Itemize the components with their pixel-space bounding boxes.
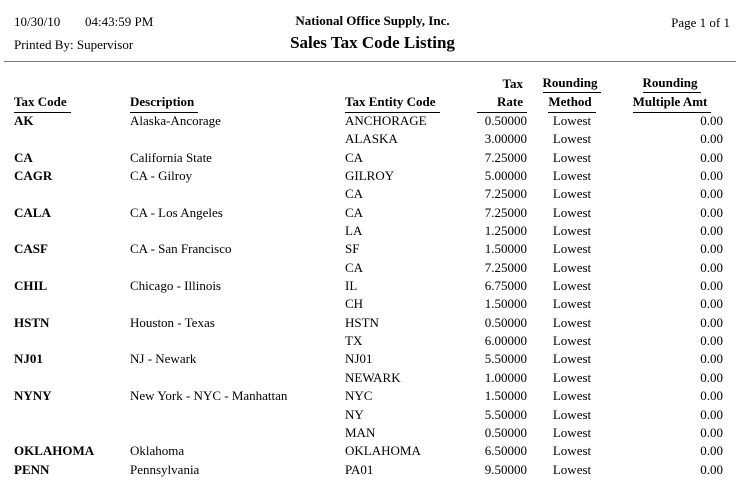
description-cell: Pennsylvania	[130, 461, 200, 477]
table-row	[0, 277, 745, 295]
description-cell: California State	[130, 149, 212, 165]
description-cell	[130, 424, 345, 442]
rounding-method-cell: Lowest	[552, 168, 592, 184]
multiple-amt-cell: 0.00	[700, 278, 723, 294]
rounding-method-cell: Lowest	[552, 278, 592, 294]
entity-code-cell: NEWARK	[345, 369, 401, 385]
table-row	[0, 424, 745, 442]
description-cell	[130, 130, 345, 148]
tax-code-cell	[14, 332, 130, 350]
multiple-amt-cell: 0.00	[700, 168, 723, 184]
entity-code-cell: TX	[345, 333, 363, 349]
tax-code-cell: NJ01	[14, 351, 43, 367]
multiple-amt-cell: 0.00	[700, 223, 723, 239]
rounding-method-cell: Lowest	[552, 149, 592, 165]
column-header-description: Description	[130, 93, 345, 112]
description-cell: Houston - Texas	[130, 314, 215, 330]
tax-code-cell	[14, 130, 130, 148]
tax-code-cell: OKLAHOMA	[14, 443, 95, 459]
table-row	[0, 295, 745, 313]
table-row	[0, 350, 745, 368]
tax-code-cell: CHIL	[14, 278, 48, 294]
entity-code-cell: SF	[345, 241, 360, 257]
multiple-amt-cell: 0.00	[700, 204, 723, 220]
table-row	[0, 259, 745, 277]
rounding-method-cell: Lowest	[552, 259, 592, 275]
tax-code-cell: PENN	[14, 461, 50, 477]
tax-rate-cell: 5.50000	[484, 406, 527, 422]
multiple-amt-cell: 0.00	[700, 259, 723, 275]
entity-code-cell: PA01	[345, 461, 374, 477]
report-title: Sales Tax Code Listing	[290, 33, 455, 52]
multiple-amt-cell: 0.00	[700, 461, 723, 477]
rounding-method-cell: Lowest	[552, 223, 592, 239]
tax-code-cell	[14, 295, 130, 313]
table-row	[0, 387, 745, 405]
table-row	[0, 222, 745, 240]
column-header-rounding-method: Rounding Method	[527, 74, 617, 113]
multiple-amt-cell: 0.00	[700, 351, 723, 367]
tax-rate-cell: 1.25000	[484, 223, 527, 239]
table-row	[0, 332, 745, 350]
description-cell	[130, 406, 345, 424]
tax-code-cell: CASF	[14, 241, 48, 257]
tax-rate-cell: 3.00000	[484, 131, 527, 147]
rounding-method-cell: Lowest	[552, 351, 592, 367]
tax-rate-cell: 1.50000	[484, 296, 527, 312]
tax-rate-cell: 7.25000	[484, 149, 527, 165]
multiple-amt-cell: 0.00	[700, 131, 723, 147]
column-header-tax-entity-code: Tax Entity Code	[345, 93, 477, 112]
tax-code-cell: NYNY	[14, 388, 52, 404]
tax-code-cell: CALA	[14, 204, 51, 220]
tax-rate-cell: 6.75000	[484, 278, 527, 294]
table-row	[0, 185, 745, 203]
rounding-method-cell: Lowest	[552, 443, 592, 459]
description-cell: Chicago - Illinois	[130, 278, 221, 294]
tax-rate-cell: 1.50000	[484, 241, 527, 257]
tax-rate-cell: 5.00000	[484, 168, 527, 184]
tax-rate-cell: 1.00000	[484, 369, 527, 385]
entity-code-cell: NJ01	[345, 351, 373, 367]
printed-by: Printed By: Supervisor	[14, 37, 134, 52]
multiple-amt-cell: 0.00	[700, 314, 723, 330]
multiple-amt-cell: 0.00	[700, 333, 723, 349]
rounding-method-cell: Lowest	[552, 333, 592, 349]
entity-code-cell: NYC	[345, 388, 373, 404]
entity-code-cell: CA	[345, 259, 364, 275]
company-name: National Office Supply, Inc.	[295, 13, 450, 28]
multiple-amt-cell: 0.00	[700, 241, 723, 257]
rounding-method-cell: Lowest	[552, 424, 592, 440]
description-cell	[130, 259, 345, 277]
tax-rate-cell: 0.50000	[484, 113, 527, 128]
tax-rate-cell: 7.25000	[484, 259, 527, 275]
description-cell	[130, 369, 345, 387]
tax-rate-cell: 7.25000	[484, 186, 527, 202]
table-row	[0, 369, 745, 387]
multiple-amt-cell: 0.00	[700, 149, 723, 165]
table-row	[0, 461, 745, 479]
table-row	[0, 204, 745, 222]
print-time: 04:43:59 PM	[85, 14, 154, 29]
multiple-amt-cell: 0.00	[700, 113, 723, 128]
table-header-row	[0, 74, 745, 113]
tax-rate-cell: 9.50000	[484, 461, 527, 477]
tax-rate-cell: 5.50000	[484, 351, 527, 367]
column-header-tax-rate: Tax Rate	[477, 75, 527, 113]
page-indicator: Page 1 of 1	[671, 15, 730, 30]
table-row	[0, 149, 745, 167]
description-cell: NJ - Newark	[130, 351, 197, 367]
multiple-amt-cell: 0.00	[700, 369, 723, 385]
rounding-method-cell: Lowest	[552, 314, 592, 330]
rounding-method-cell: Lowest	[552, 369, 592, 385]
tax-rate-cell: 6.50000	[484, 443, 527, 459]
column-header-tax-code: Tax Code	[14, 93, 130, 112]
description-cell: CA - Gilroy	[130, 168, 193, 184]
multiple-amt-cell: 0.00	[700, 424, 723, 440]
description-cell: Alaska-Ancorage	[130, 113, 221, 128]
entity-code-cell: CH	[345, 296, 364, 312]
rounding-method-cell: Lowest	[552, 388, 592, 404]
entity-code-cell: CA	[345, 186, 364, 202]
description-cell: New York - NYC - Manhattan	[130, 388, 288, 404]
rounding-method-cell: Lowest	[552, 406, 592, 422]
description-cell	[130, 222, 345, 240]
table-row	[0, 240, 745, 258]
tax-code-cell	[14, 222, 130, 240]
rounding-method-cell: Lowest	[552, 186, 592, 202]
multiple-amt-cell: 0.00	[700, 296, 723, 312]
rounding-method-cell: Lowest	[552, 241, 592, 257]
tax-code-cell: HSTN	[14, 314, 50, 330]
entity-code-cell: ANCHORAGE	[345, 113, 427, 128]
description-cell	[130, 332, 345, 350]
tax-rate-cell: 0.50000	[484, 314, 527, 330]
rounding-method-cell: Lowest	[552, 131, 592, 147]
table-row	[0, 112, 745, 130]
entity-code-cell: GILROY	[345, 168, 395, 184]
column-header-rounding-multiple-amt: Rounding Multiple Amt	[617, 74, 727, 113]
entity-code-cell: LA	[345, 223, 363, 239]
rounding-method-cell: Lowest	[552, 204, 592, 220]
tax-code-cell: CAGR	[14, 168, 53, 184]
multiple-amt-cell: 0.00	[700, 406, 723, 422]
rounding-method-cell: Lowest	[552, 296, 592, 312]
header-divider	[4, 61, 736, 62]
multiple-amt-cell: 0.00	[700, 388, 723, 404]
entity-code-cell: HSTN	[345, 314, 379, 330]
tax-code-cell	[14, 185, 130, 203]
entity-code-cell: CA	[345, 149, 364, 165]
tax-rate-cell: 1.50000	[484, 388, 527, 404]
table-body	[0, 112, 745, 479]
rounding-method-cell: Lowest	[552, 461, 592, 477]
entity-code-cell: NY	[345, 406, 364, 422]
multiple-amt-cell: 0.00	[700, 443, 723, 459]
print-date: 10/30/10	[14, 14, 61, 29]
tax-code-cell	[14, 424, 130, 442]
description-cell: CA - San Francisco	[130, 241, 232, 257]
description-cell: CA - Los Angeles	[130, 204, 223, 220]
table-row	[0, 442, 745, 460]
description-cell	[130, 295, 345, 313]
description-cell: Oklahoma	[130, 443, 185, 459]
table-row	[0, 406, 745, 424]
tax-rate-cell: 0.50000	[484, 424, 527, 440]
tax-code-cell: AK	[14, 113, 34, 128]
tax-rate-cell: 7.25000	[484, 204, 527, 220]
table-row	[0, 167, 745, 185]
tax-code-cell: CA	[14, 149, 33, 165]
tax-code-cell	[14, 369, 130, 387]
table-row	[0, 130, 745, 148]
multiple-amt-cell: 0.00	[700, 186, 723, 202]
entity-code-cell: OKLAHOMA	[345, 443, 421, 459]
table-row	[0, 314, 745, 332]
rounding-method-cell: Lowest	[552, 113, 592, 128]
tax-code-cell	[14, 259, 130, 277]
entity-code-cell: ALASKA	[345, 131, 398, 147]
entity-code-cell: MAN	[345, 424, 376, 440]
tax-code-cell	[14, 406, 130, 424]
tax-rate-cell: 6.00000	[484, 333, 527, 349]
entity-code-cell: IL	[345, 278, 358, 294]
entity-code-cell: CA	[345, 204, 364, 220]
description-cell	[130, 185, 345, 203]
